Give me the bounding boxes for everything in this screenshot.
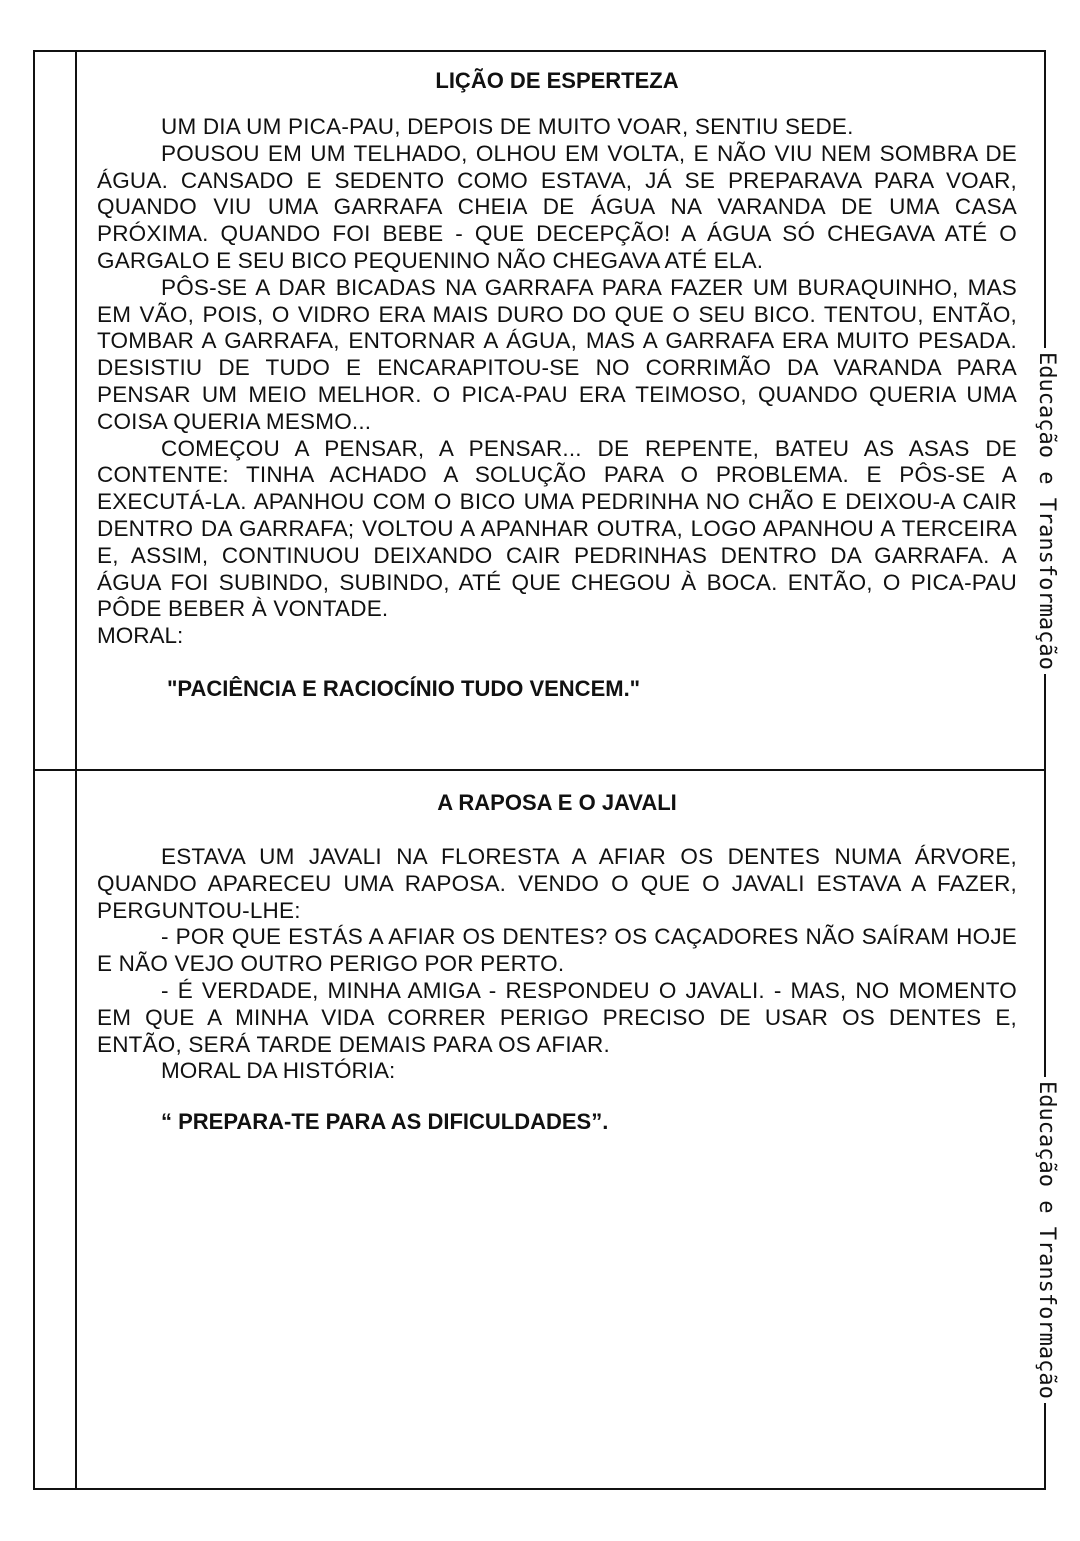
story-paragraph: ESTAVA UM JAVALI NA FLORESTA A AFIAR OS DENTES NUMA ÁRVORE, QUANDO APARECEU UMA RAPOSA. VENDO O QUE O JAVALI ESTAVA A FAZER, PERGUNTOU-LHE: [97, 844, 1017, 923]
story-licao-de-esperteza [97, 68, 1017, 702]
story-title: A RAPOSA E O JAVALI [437, 790, 677, 815]
story-paragraph: - POR QUE ESTÁS A AFIAR OS DENTES? OS CAÇADORES NÃO SAÍRAM HOJE E NÃO VEJO OUTRO PERIGO POR PERTO. [97, 924, 1017, 977]
story-raposa-e-javali [97, 790, 1017, 1135]
section-divider [33, 769, 1046, 771]
story-paragraph: PÔS-SE A DAR BICADAS NA GARRAFA PARA FAZER UM BURAQUINHO, MAS EM VÃO, POIS, O VIDRO ERA MAIS DURO DO QUE O SEU BICO. TENTOU, ENTÃO, TOMBAR A GARRAFA, ENTORNAR A ÁGUA, MAS A GARRAFA ERA MUITO PESADA. DESISTIU DE TUDO E ENCARAPITOU-SE NO CORRIMÃO DA VARANDA PARA PENSAR UM MEIO MELHOR. O PICA-PAU ERA TEIMOSO, QUANDO QUERIA UMA COISA QUERIA MESMO... [97, 274, 1017, 434]
story-paragraph: COMEÇOU A PENSAR, A PENSAR... DE REPENTE, BATEU AS ASAS DE CONTENTE: TINHA ACHADO A SOLUÇÃO PARA O PROBLEMA. E PÔS-SE A EXECUTÁ-LA. APANHOU COM O BICO UMA PEDRINHA NO CHÃO E DEIXOU-A CAIR DENTRO DA GARRAFA; VOLTOU A APANHAR OUTRA, LOGO APANHOU A TERCEIRA E, ASSIM, CONTINUOU DEIXANDO CAIR PEDRINHAS DENTRO DA GARRAFA. A ÁGUA FOI SUBINDO, SUBINDO, ATÉ QUE CHEGOU À BOCA. ENTÃO, O PICA-PAU PÔDE BEBER À VONTADE. [97, 435, 1017, 622]
story-paragraph: POUSOU EM UM TELHADO, OLHOU EM VOLTA, E NÃO VIU NEM SOMBRA DE ÁGUA. CANSADO E SEDENTO COMO ESTAVA, JÁ SE PREPARAVA PARA VOAR, QUANDO VIU UMA GARRAFA CHEIA DE ÁGUA NA VARANDA DE UMA CASA PRÓXIMA. QUANDO FOI BEBE - QUE DECEPÇÃO! A ÁGUA SÓ CHEGAVA ATÉ O GARGALO E SEU BICO PEQUENINO NÃO CHEGAVA ATÉ ELA. [97, 140, 1017, 273]
story-title: LIÇÃO DE ESPERTEZA [435, 68, 679, 93]
story-paragraph: - É VERDADE, MINHA AMIGA - RESPONDEU O JAVALI. - MAS, NO MOMENTO EM QUE A MINHA VIDA CORRER PERIGO PRECISO DE USAR OS DENTES E, ENTÃO, SERÁ TARDE DEMAIS PARA OS AFIAR. [97, 977, 1017, 1057]
side-label-top: Educação e Transformação [1034, 348, 1059, 674]
moral-quote: "PACIÊNCIA E RACIOCÍNIO TUDO VENCEM." [167, 675, 641, 701]
moral-quote: “ PREPARA-TE PARA AS DIFICULDADES”. [161, 1109, 609, 1135]
moral-label: MORAL DA HISTÓRIA: [161, 1058, 396, 1084]
story-paragraph: UM DIA UM PICA-PAU, DEPOIS DE MUITO VOAR, SENTIU SEDE. [161, 114, 854, 139]
side-label-bottom: Educação e Transformação [1034, 1077, 1059, 1403]
moral-label: MORAL: [97, 623, 184, 649]
